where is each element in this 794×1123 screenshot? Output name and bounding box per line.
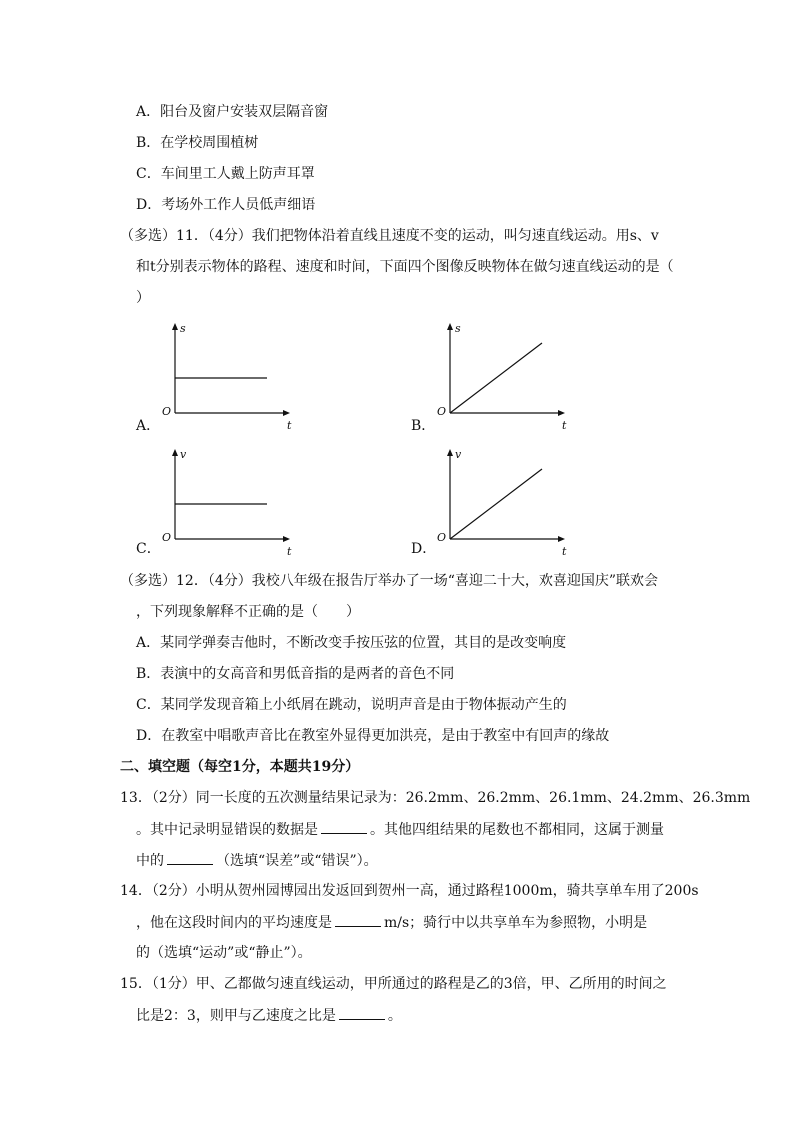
graph-label-a: A． xyxy=(136,418,161,434)
q10-option-a: A．阳台及窗户安装双层隔音窗 xyxy=(136,104,329,120)
x-axis-label: t xyxy=(562,419,567,432)
q10-option-d: D．考场外工作人员低声细语 xyxy=(136,197,316,213)
section-title: 二、填空题（每空1分，本题共19分） xyxy=(120,759,360,775)
origin-label: O xyxy=(162,531,172,544)
q12-stem-line2: ，下列现象解释不正确的是（ ） xyxy=(136,604,360,620)
q12-option-a: A．某同学弹奏吉他时，不断改变手按压弦的位置，其目的是改变响度 xyxy=(136,635,567,651)
data-line xyxy=(450,469,542,539)
q14-text-b: m/s；骑行中以共享单车为参照物，小明是 xyxy=(384,915,648,931)
q14-stem-line2 xyxy=(136,912,647,933)
q15-blank-1[interactable] xyxy=(339,1005,385,1020)
q13-text-c: 中的 xyxy=(136,853,164,869)
y-axis-label: s xyxy=(455,322,461,335)
q15-stem-line2 xyxy=(136,1005,402,1026)
q13-stem-line3 xyxy=(136,850,378,871)
q13-stem-line2 xyxy=(136,819,664,840)
q11-stem-line1: （多选）11．（4分）我们把物体沿着直线且速度不变的运动，叫匀速直线运动。用s、v xyxy=(120,228,659,244)
y-axis-arrow xyxy=(172,449,178,456)
q12-option-d: D．在教室中唱歌声音比在教室外显得更加洪亮，是由于教室中有回声的缘故 xyxy=(136,728,610,744)
x-axis-arrow xyxy=(283,536,290,542)
q14-stem-line3: 的（选填“运动”或“静止”）。 xyxy=(136,945,312,961)
q13-text-a: 。其中记录明显错误的数据是 xyxy=(136,822,318,838)
q10-option-b: B．在学校周围植树 xyxy=(136,135,259,151)
q12-stem-line1: （多选）12．（4分）我校八年级在报告厅举办了一场“喜迎二十大，欢喜迎国庆”联欢会 xyxy=(120,573,659,589)
q15-text-b: 。 xyxy=(387,1008,402,1024)
y-axis-arrow xyxy=(172,323,178,330)
origin-label: O xyxy=(437,405,447,418)
q13-blank-2[interactable] xyxy=(167,850,213,865)
q12-option-b: B．表演中的女高音和男低音指的是两者的音色不同 xyxy=(136,666,455,682)
q14-blank-1[interactable] xyxy=(335,912,381,927)
x-axis-label: t xyxy=(287,545,292,558)
data-line xyxy=(450,343,542,413)
q11-stem-line2: 和t分别表示物体的路程、速度和时间，下面四个图像反映物体在做匀速直线运动的是（ xyxy=(136,259,674,275)
x-axis-label: t xyxy=(562,545,567,558)
y-axis-arrow xyxy=(447,449,453,456)
graph-label-d: D． xyxy=(411,541,437,557)
y-axis-label: s xyxy=(180,322,186,335)
origin-label: O xyxy=(162,405,172,418)
x-axis-arrow xyxy=(283,410,290,416)
x-axis-arrow xyxy=(558,536,565,542)
graph-label-c: C． xyxy=(136,541,161,557)
graph-d xyxy=(435,444,567,558)
q13-blank-1[interactable] xyxy=(321,819,367,834)
y-axis-label: v xyxy=(180,448,187,461)
q13-text-b: 。其他四组结果的尾数也不都相同，这属于测量 xyxy=(370,822,664,838)
graph-c xyxy=(160,444,292,558)
graph-a xyxy=(160,318,292,432)
q14-text-a: ，他在这段时间内的平均速度是 xyxy=(136,915,332,931)
q12-option-c: C．某同学发现音箱上小纸屑在跳动，说明声音是由于物体振动产生的 xyxy=(136,697,567,713)
q13-text-d: （选填“误差”或“错误”）。 xyxy=(216,853,378,869)
q13-stem-line1: 13．（2分）同一长度的五次测量结果记录为：26.2mm、26.2mm、26.1mm、24.2mm、26.3mm xyxy=(120,790,751,806)
q15-stem-line1: 15．（1分）甲、乙都做匀速直线运动，甲所通过的路程是乙的3倍，甲、乙所用的时间之 xyxy=(120,976,667,992)
x-axis-arrow xyxy=(558,410,565,416)
y-axis-arrow xyxy=(447,323,453,330)
q10-option-c: C．车间里工人戴上防声耳罩 xyxy=(136,166,315,182)
q11-stem-line3: ） xyxy=(136,290,150,306)
x-axis-label: t xyxy=(287,419,292,432)
q14-stem-line1: 14．（2分）小明从贺州园博园出发返回到贺州一高，通过路程1000m，骑共享单车用了200s xyxy=(120,883,699,899)
origin-label: O xyxy=(437,531,447,544)
y-axis-label: v xyxy=(455,448,462,461)
q15-text-a: 比是2：3，则甲与乙速度之比是 xyxy=(136,1008,336,1024)
graph-label-b: B． xyxy=(411,418,436,434)
graph-b xyxy=(435,318,567,432)
